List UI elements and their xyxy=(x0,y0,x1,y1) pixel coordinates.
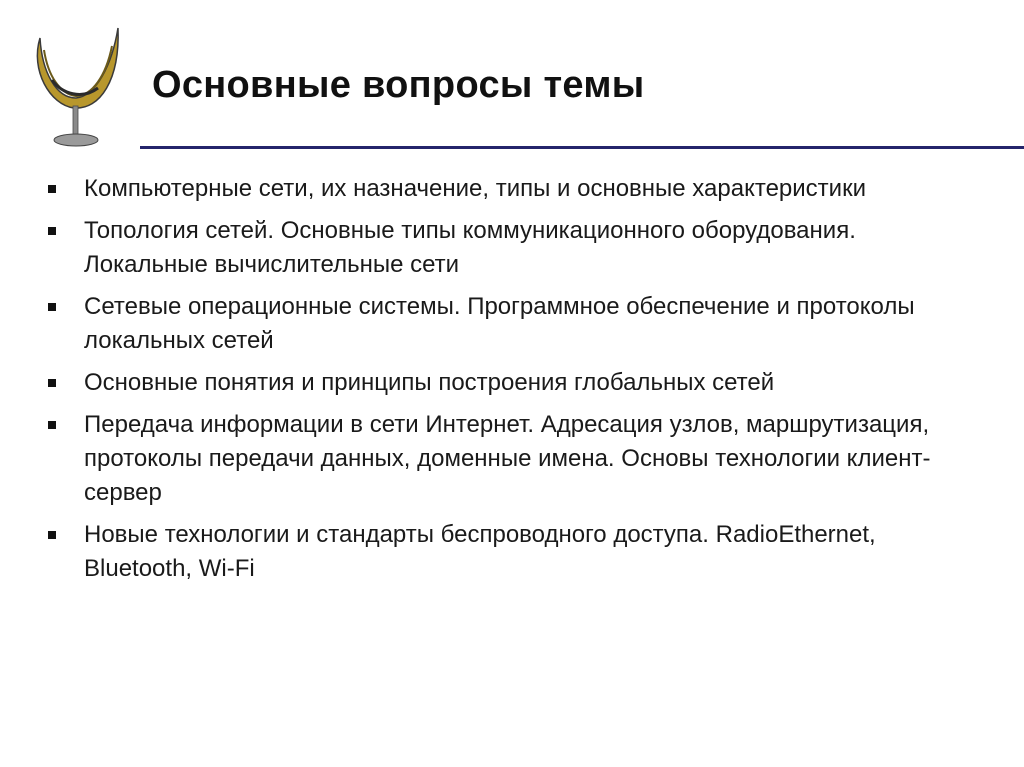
wineglass-logo-icon xyxy=(22,10,132,150)
list-item xyxy=(48,214,948,282)
list-item xyxy=(48,408,948,510)
square-bullet-icon xyxy=(48,379,56,387)
list-item xyxy=(48,172,948,206)
title-underline xyxy=(140,146,1024,149)
square-bullet-icon xyxy=(48,421,56,429)
slide-title: Основные вопросы темы xyxy=(152,64,645,106)
list-item xyxy=(48,366,948,400)
list-item-text: Основные понятия и принципы построения глобальных сетей xyxy=(84,369,775,396)
list-item-text: Сетевые операционные системы. Программное обеспечение и протоколы локальных сетей xyxy=(84,293,915,354)
square-bullet-icon xyxy=(48,185,56,193)
list-item xyxy=(48,290,948,358)
list-item-text: Компьютерные сети, их назначение, типы и основные характеристики xyxy=(84,175,866,202)
topic-list xyxy=(48,172,948,594)
list-item-text: Новые технологии и стандарты беспроводного доступа. RadioEthernet, Bluetooth, Wi-Fi xyxy=(84,521,876,582)
square-bullet-icon xyxy=(48,531,56,539)
square-bullet-icon xyxy=(48,303,56,311)
square-bullet-icon xyxy=(48,227,56,235)
list-item-text: Передача информации в сети Интернет. Адресация узлов, маршрутизация, протоколы передачи данных, доменные имена. Основы технологии клиент-сервер xyxy=(84,411,931,506)
list-item-text: Топология сетей. Основные типы коммуникационного оборудования. Локальные вычислительные сети xyxy=(84,217,856,278)
list-item xyxy=(48,518,948,586)
